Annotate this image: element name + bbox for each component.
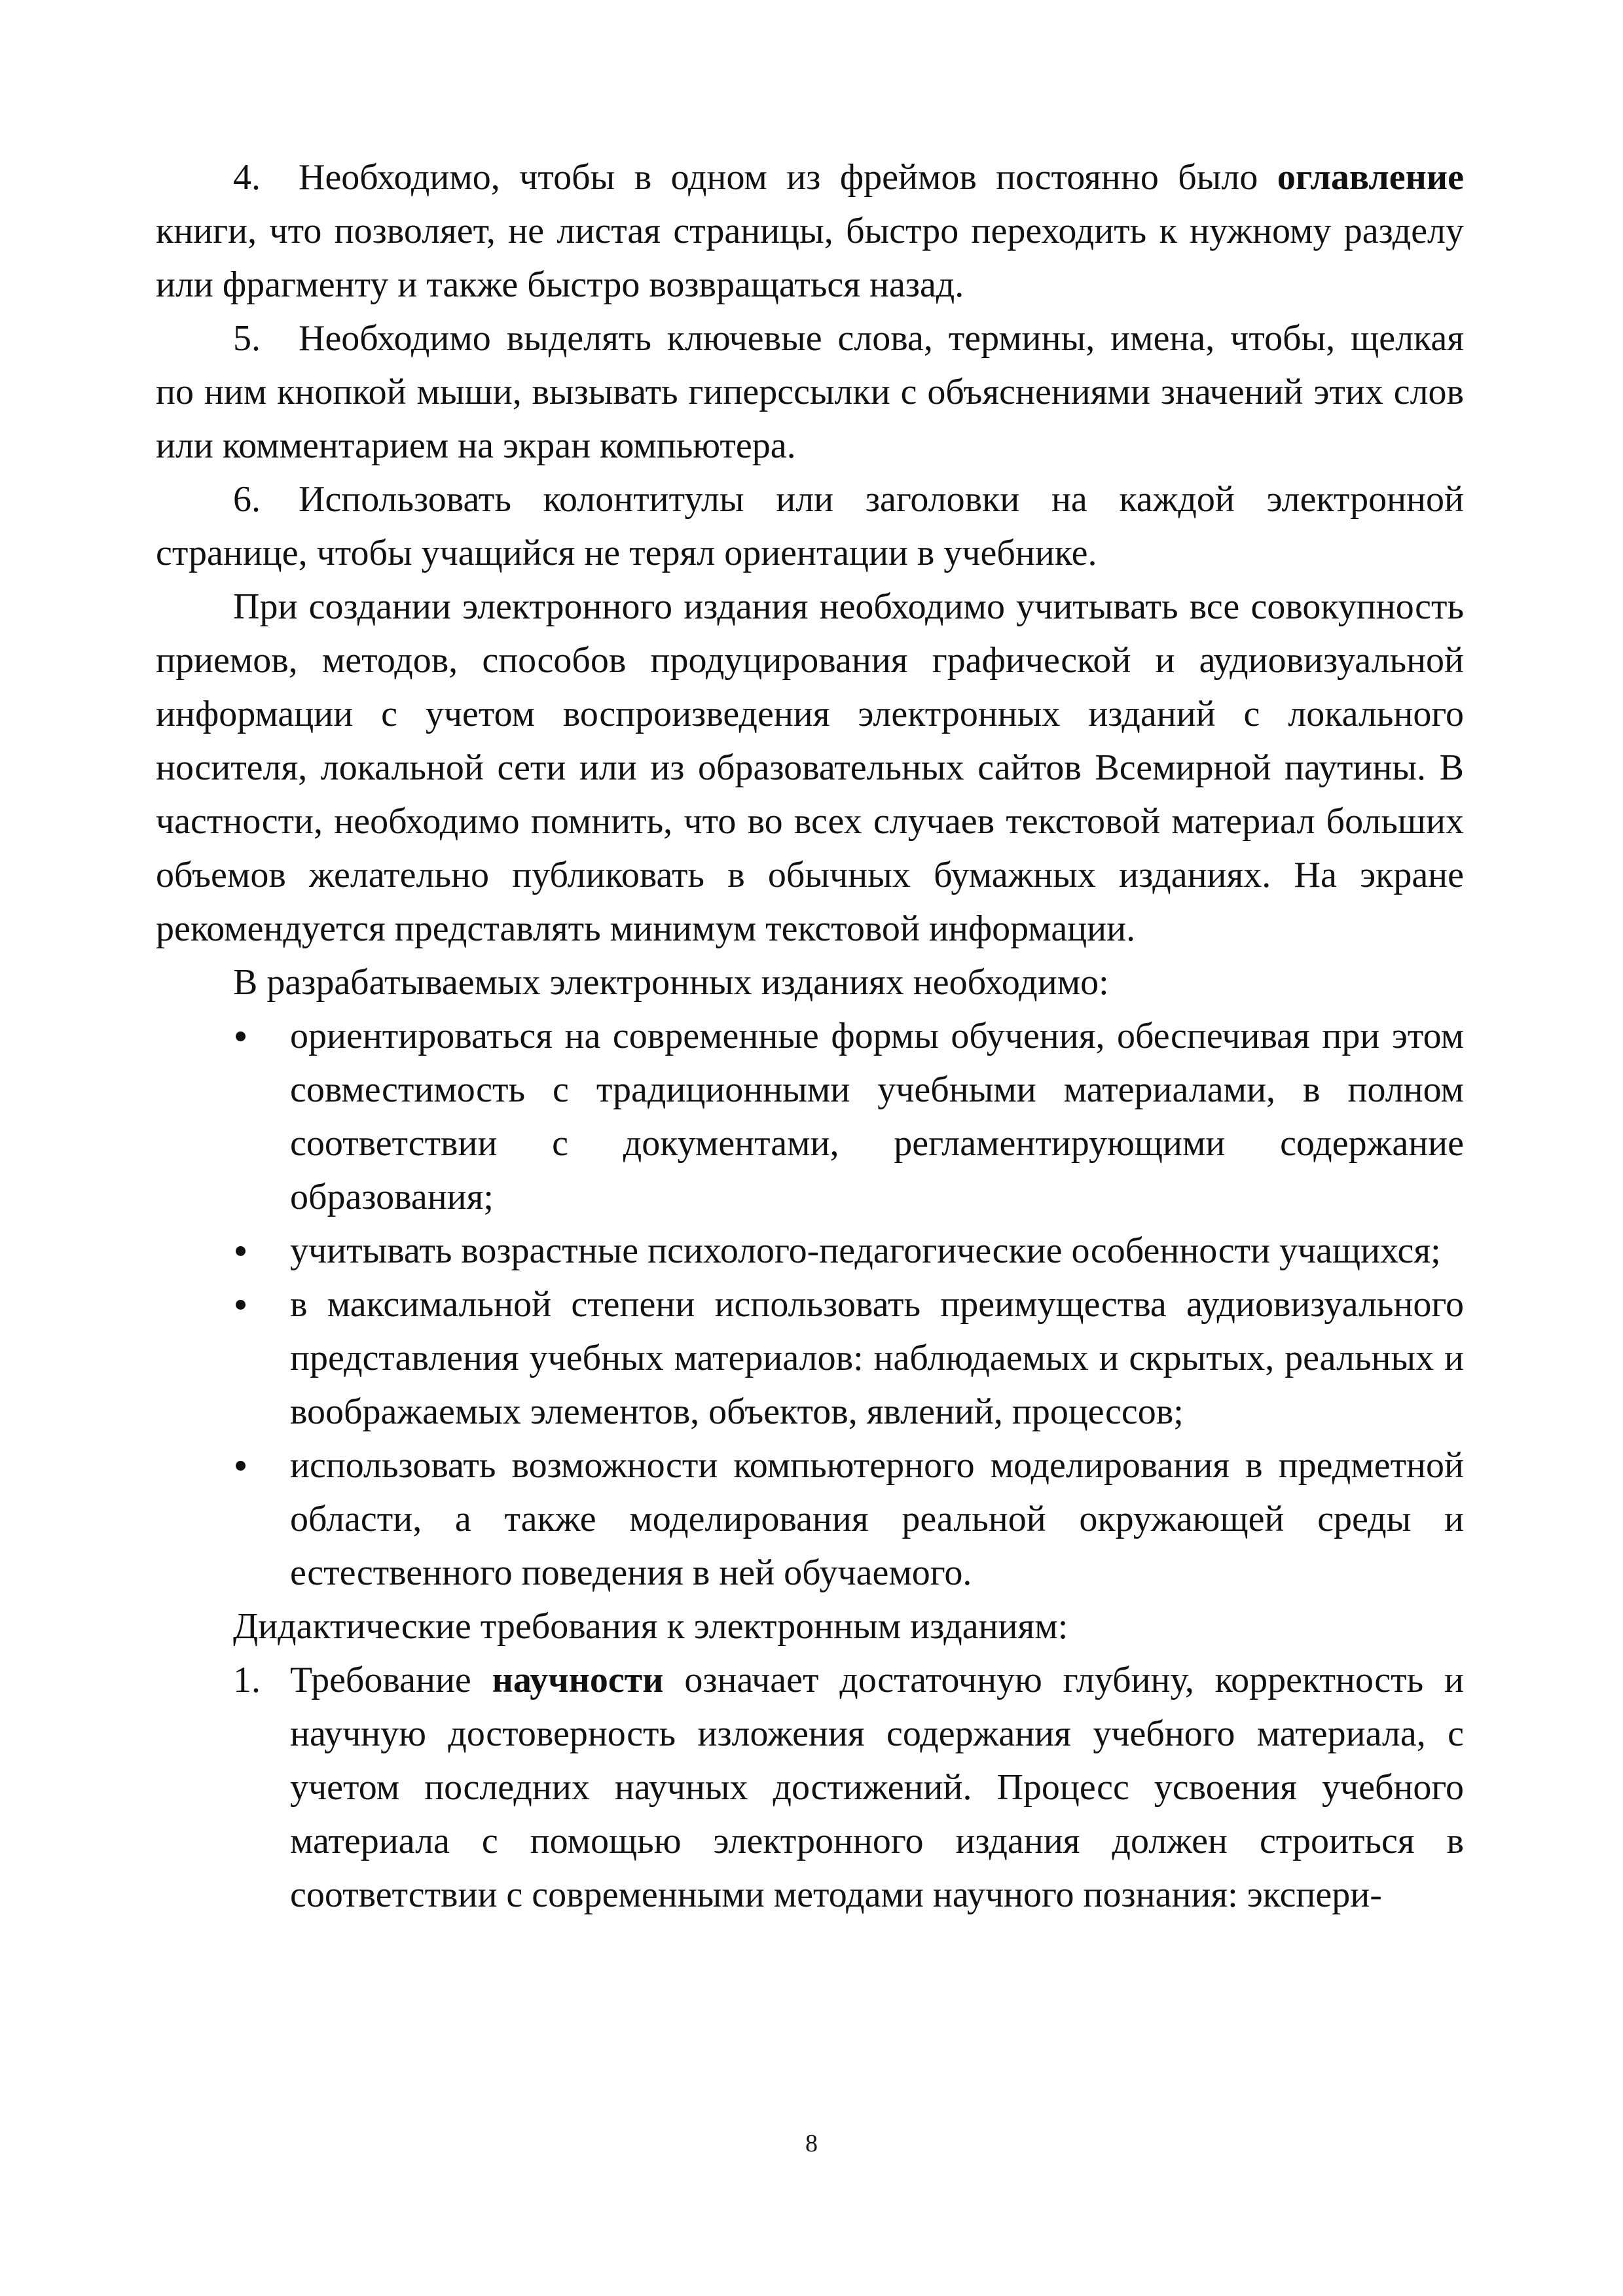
requirements-intro: Дидактические требования к электронным изданиям: bbox=[233, 1606, 1068, 1647]
item-text-before: Необходимо, чтобы в одном из фреймов постоянно было bbox=[299, 157, 1277, 198]
text-column bbox=[156, 151, 1464, 1922]
page-number: 8 bbox=[805, 2130, 818, 2157]
numbered-item-6 bbox=[156, 473, 1464, 580]
item-number: 5. bbox=[233, 318, 261, 359]
list-intro: В разрабатываемых электронных изданиях необходимо: bbox=[233, 962, 1109, 1003]
requirement-text-after: означает достаточную глубину, корректность и научную достоверность изложения содержания учебного материала, с учетом последних научных достижений. Процесс усвоения учебного материала с помощью электронного издания должен строиться в соответствии с современными методами научного познания: экспери- bbox=[290, 1660, 1464, 1915]
bullet-list bbox=[156, 1009, 1464, 1600]
bullet-item bbox=[156, 1439, 1464, 1600]
bold-term-science: научности bbox=[492, 1660, 664, 1700]
body-paragraph: При создании электронного издания необходимо учитывать все совокупность приемов, методов, способов продуцирования графической и аудиовизуальной информации с учетом воспроизведения электронных изданий с локального носителя, локальной сети или из образовательных сайтов Всемирной паутины. В частности, необходимо помнить, что во всех случаев текстовой материал больших объемов желательно публиковать в обычных бумажных изданиях. На экране рекомендуется представлять минимум текстовой информации. bbox=[156, 586, 1464, 949]
item-text: Необходимо выделять ключевые слова, термины, имена, чтобы, щелкая по ним кнопкой мыши, вызывать гиперссылки с объяснениями значений этих слов или комментарием на экран компьютера. bbox=[156, 318, 1464, 466]
numbered-item-5 bbox=[156, 312, 1464, 473]
numbered-item-4 bbox=[156, 151, 1464, 312]
item-number: 6. bbox=[233, 479, 261, 520]
requirement-item-1 bbox=[156, 1653, 1464, 1922]
bullet-text: использовать возможности компьютерного моделирования в предметной области, а также моделирования реальной окружающей среды и естественного поведения в ней обучаемого. bbox=[290, 1445, 1464, 1593]
bullet-text: ориентироваться на современные формы обучения, обеспечивая при этом совместимость с традиционными учебными материалами, в полном соответствии с документами, регламентирующими содержание образования; bbox=[290, 1016, 1464, 1217]
bold-term-toc: оглавление bbox=[1277, 157, 1464, 198]
bullet-item bbox=[156, 1224, 1464, 1278]
bullet-text: учитывать возрастные психолого-педагогические особенности учащихся; bbox=[290, 1230, 1441, 1271]
requirement-text-before: Требование bbox=[290, 1660, 492, 1700]
requirement-number: 1. bbox=[233, 1660, 261, 1700]
bullet-text: в максимальной степени использовать преимущества аудиовизуального представления учебных материалов: наблюдаемых и скрытых, реальных и воображаемых элементов, объектов, явлений, процессов; bbox=[290, 1284, 1464, 1432]
bullet-item bbox=[156, 1009, 1464, 1224]
item-text-after: книги, что позволяет, не листая страницы, быстро переходить к нужному разделу или фрагменту и также быстро возвращаться назад. bbox=[156, 211, 1464, 305]
item-text: Использовать колонтитулы или заголовки на каждой электронной странице, чтобы учащийся не терял ориентации в учебнике. bbox=[156, 479, 1464, 573]
item-number: 4. bbox=[233, 157, 261, 198]
bullet-item bbox=[156, 1278, 1464, 1439]
